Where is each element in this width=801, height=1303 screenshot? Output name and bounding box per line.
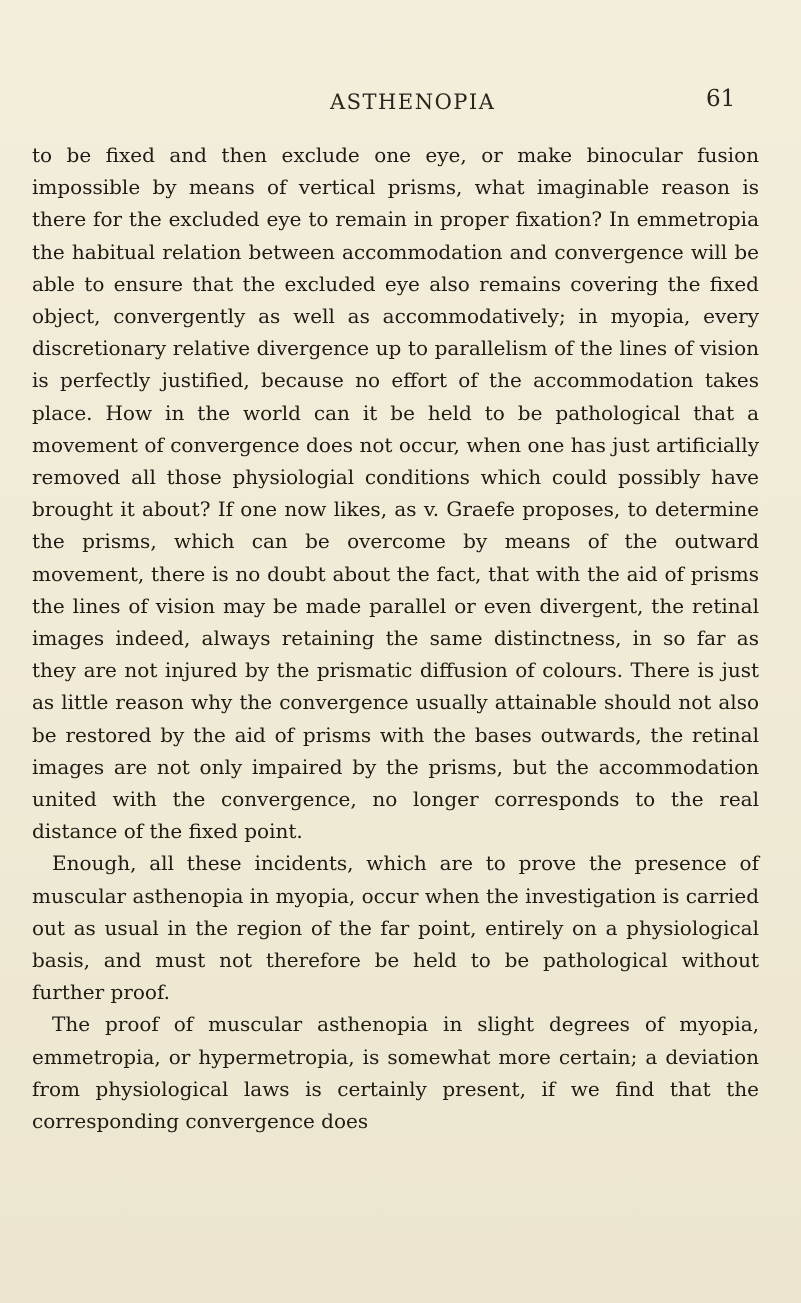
running-head-title: ASTHENOPIA	[330, 90, 496, 114]
page-number: 61	[706, 86, 736, 112]
running-head	[0, 86, 801, 126]
body-text	[32, 139, 759, 1137]
paragraph-continued: to be fixed and then exclude one eye, or make binocular fusion impossible by means of vertical prisms, what imaginable reason is there for the excluded eye to remain in proper fixation? In emmetropia the habitual relation between accommodation and convergence will be able to ensure that the excluded eye also remains covering the fixed object, convergently as well as accommodatively; in myopia, every discretionary relative divergence up to parallelism of the lines of vision is perfectly justified, because no effort of the accommodation takes place. How in the world can it be held to be pathological that a movement of convergence does not occur, when one has just artificially removed all those physiologial conditions which could possibly have brought it about? If one now likes, as v. Graefe proposes, to determine the prisms, which can be overcome by means of the outward movement, there is no doubt about the fact, that with the aid of prisms the lines of vision may be made parallel or even divergent, the retinal images indeed, always retaining the same distinctness, in so far as they are not injured by the prismatic diffusion of colours. There is just as little reason why the convergence usually attainable should not also be restored by the aid of prisms with the bases outwards, the retinal images are not only impaired by the prisms, but the accommodation united with the convergence, no longer corresponds to the real distance of the fixed point.	[32, 143, 759, 844]
paragraph: Enough, all these incidents, which are to prove the presence of muscular asthenopia in myopia, occur when the investigation is carried out as usual in the region of the far point, entirely on a physiological basis, and must not therefore be held to be pathological without further proof.	[32, 851, 759, 1005]
paragraph: The proof of muscular asthenopia in slight degrees of myopia, emmetropia, or hypermetropia, is somewhat more certain; a deviation from physiological laws is certainly present, if we find that the corresponding convergence does	[32, 1012, 759, 1134]
